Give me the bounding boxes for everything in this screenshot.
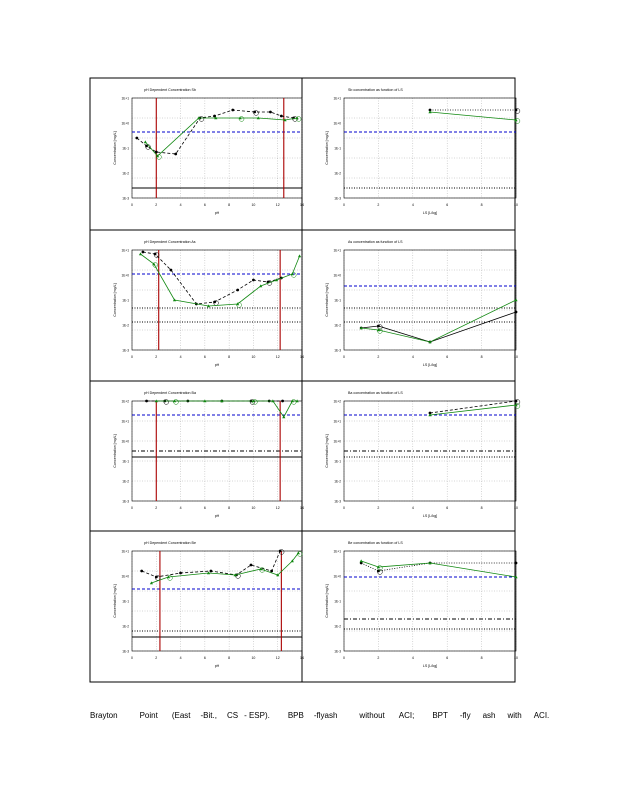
data-point-BPB xyxy=(270,570,273,573)
y-axis-label: Concentration [mg/L] xyxy=(113,434,117,468)
y-tick-label: 1E+0 xyxy=(121,273,129,278)
y-tick-label: 1E-3 xyxy=(122,348,129,353)
plot-area xyxy=(132,250,302,350)
x-tick-label: 2 xyxy=(377,355,380,359)
plot-area xyxy=(132,551,302,651)
y-tick-label: 1E+0 xyxy=(121,439,129,444)
y-tick-label: 1E+1 xyxy=(121,549,129,554)
data-point-BPB xyxy=(142,251,145,254)
data-point-BPB xyxy=(135,137,138,140)
x-tick-label: 4 xyxy=(411,656,414,660)
x-tick-label: 0 xyxy=(343,203,345,207)
series-line-BPT xyxy=(430,405,516,415)
x-tick-label: 6 xyxy=(446,656,449,660)
x-tick-label: 6 xyxy=(203,506,206,510)
series-line-BPT xyxy=(145,118,297,156)
y-tick-label: 1E+1 xyxy=(333,248,341,253)
y-tick-label: 1E-3 xyxy=(334,196,341,201)
x-axis-label: LS [L/kg] xyxy=(422,664,438,668)
chart-title: Sb concentration as function of LS xyxy=(348,88,403,92)
data-point-BPB xyxy=(515,562,518,565)
x-tick-label: 2 xyxy=(155,656,158,660)
y-tick-label: 1E-2 xyxy=(122,171,129,176)
chart-title: Be concentration as function of LS xyxy=(348,541,403,545)
data-point-BPB xyxy=(140,570,143,573)
y-axis-label: Concentration [mg/L] xyxy=(325,283,329,317)
x-axis-label: pH xyxy=(214,514,220,518)
data-point-BPB xyxy=(269,111,272,114)
x-tick-label: 10 xyxy=(514,506,518,510)
data-point-BPB xyxy=(231,109,234,112)
x-tick-label: 14 xyxy=(300,506,304,510)
x-tick-label: 0 xyxy=(131,656,133,660)
data-point-BPT xyxy=(139,252,142,255)
x-axis-label: pH xyxy=(214,211,220,215)
series-line-BPT xyxy=(361,300,516,342)
plot-area xyxy=(132,98,302,198)
x-tick-label: 6 xyxy=(446,506,449,510)
data-point-BPB xyxy=(250,564,253,567)
x-tick-label: 6 xyxy=(446,203,449,207)
x-tick-label: 10 xyxy=(251,203,256,207)
x-tick-label: 8 xyxy=(228,203,231,207)
data-point-BPB xyxy=(236,289,239,292)
x-tick-label: 8 xyxy=(228,656,231,660)
figure-caption xyxy=(90,711,610,720)
x-tick-label: 2 xyxy=(155,203,158,207)
x-tick-label: 12 xyxy=(275,656,280,660)
data-point-BPT xyxy=(298,254,301,257)
caption-word: ash xyxy=(482,711,496,720)
data-point-BPB xyxy=(515,311,518,314)
y-tick-label: 1E+1 xyxy=(121,248,129,253)
x-tick-label: 0 xyxy=(343,656,345,660)
x-tick-label: 10 xyxy=(251,656,256,660)
caption-word: BPB xyxy=(287,711,304,720)
data-point-BPB xyxy=(145,400,148,403)
x-axis-label: pH xyxy=(214,664,220,668)
y-tick-label: 1E-1 xyxy=(122,298,129,303)
x-tick-label: 2 xyxy=(377,203,380,207)
y-tick-label: 1E-2 xyxy=(334,624,341,629)
x-tick-label: 2 xyxy=(155,506,158,510)
x-tick-label: 2 xyxy=(155,355,158,359)
x-tick-label: 6 xyxy=(203,355,206,359)
y-tick-label: 1E+0 xyxy=(333,121,341,126)
caption-word: without xyxy=(359,711,385,720)
x-tick-label: 12 xyxy=(275,355,280,359)
data-point-BPB xyxy=(169,269,172,272)
caption-word: - ESP). xyxy=(244,711,270,720)
y-tick-label: 1E+2 xyxy=(333,399,341,404)
x-tick-label: 12 xyxy=(275,506,280,510)
y-tick-label: 1E-1 xyxy=(122,459,129,464)
data-point-BPB xyxy=(280,115,283,118)
x-tick-label: 14 xyxy=(300,203,304,207)
caption-word: -fly xyxy=(459,711,471,720)
x-tick-label: 4 xyxy=(179,203,182,207)
chart-barium-ph xyxy=(113,391,304,518)
x-tick-label: 0 xyxy=(131,203,133,207)
series-line-BPT xyxy=(151,553,298,583)
y-tick-label: 1E-2 xyxy=(334,171,341,176)
y-tick-label: 1E+1 xyxy=(333,549,341,554)
data-point-BPB xyxy=(174,153,177,156)
x-tick-label: 8 xyxy=(480,203,483,207)
y-tick-label: 1E-1 xyxy=(334,459,341,464)
y-axis-label: Concentration [mg/L] xyxy=(325,131,329,165)
x-tick-label: 0 xyxy=(131,355,133,359)
x-axis-label: pH xyxy=(214,363,220,367)
y-tick-label: 1E-1 xyxy=(122,599,129,604)
y-tick-label: 1E-1 xyxy=(334,298,341,303)
x-tick-label: 10 xyxy=(514,355,518,359)
chart-title: Ba concentration as function of LS xyxy=(348,391,403,395)
chart-title: pH Dependent Concentration Ba xyxy=(144,391,196,395)
x-tick-label: 10 xyxy=(514,656,518,660)
y-tick-label: 1E+0 xyxy=(333,273,341,278)
x-tick-label: 8 xyxy=(480,506,483,510)
caption-word: ACI; xyxy=(398,711,415,720)
x-tick-label: 12 xyxy=(275,203,280,207)
y-tick-label: 1E+1 xyxy=(121,96,129,101)
chart-title: pH Dependent Concentration Sb xyxy=(144,88,196,92)
y-tick-label: 1E-2 xyxy=(122,624,129,629)
plot-area xyxy=(344,250,516,350)
y-axis-label: Concentration [mg/L] xyxy=(113,131,117,165)
series-line-BPT xyxy=(430,112,516,120)
caption-word: ACI. xyxy=(533,711,550,720)
x-tick-label: 4 xyxy=(411,355,414,359)
y-tick-label: 1E+0 xyxy=(121,574,129,579)
x-tick-label: 4 xyxy=(179,656,182,660)
y-tick-label: 1E-3 xyxy=(122,196,129,201)
y-tick-label: 1E-3 xyxy=(334,499,341,504)
caption-word: with xyxy=(507,711,522,720)
chart-antimony-ls xyxy=(325,88,520,215)
x-tick-label: 8 xyxy=(480,355,483,359)
x-tick-label: 14 xyxy=(300,656,304,660)
y-axis-label: Concentration [mg/L] xyxy=(325,584,329,618)
plot-area xyxy=(344,551,516,651)
y-tick-label: 1E-3 xyxy=(334,348,341,353)
x-tick-label: 2 xyxy=(377,506,380,510)
y-axis-label: Concentration [mg/L] xyxy=(113,283,117,317)
x-tick-label: 14 xyxy=(300,355,304,359)
chart-barium-ls xyxy=(325,391,520,518)
series-line-BPT xyxy=(361,561,516,577)
x-tick-label: 4 xyxy=(179,355,182,359)
x-tick-label: 6 xyxy=(446,355,449,359)
x-tick-label: 2 xyxy=(377,656,380,660)
x-tick-label: 8 xyxy=(228,355,231,359)
y-tick-label: 1E-3 xyxy=(334,649,341,654)
chart-beryllium-ls xyxy=(325,541,518,668)
y-tick-label: 1E-1 xyxy=(334,599,341,604)
data-point-BPB xyxy=(210,570,213,573)
y-tick-label: 1E-2 xyxy=(122,323,129,328)
x-tick-label: 0 xyxy=(343,355,345,359)
chart-title: pH Dependent Concentration As xyxy=(144,240,196,244)
chart-antimony-ph xyxy=(113,88,304,215)
x-tick-label: 10 xyxy=(251,506,256,510)
y-tick-label: 1E+0 xyxy=(333,439,341,444)
x-tick-label: 10 xyxy=(251,355,256,359)
data-point-BPT xyxy=(360,559,363,562)
series-line-BPB xyxy=(430,401,516,413)
x-axis-label: LS [L/kg] xyxy=(422,363,438,367)
y-tick-label: 1E+1 xyxy=(333,419,341,424)
x-tick-label: 6 xyxy=(203,203,206,207)
y-tick-label: 1E+0 xyxy=(333,574,341,579)
chart-title: pH Dependent Concentration Be xyxy=(144,541,196,545)
chart-arsenic-ph xyxy=(113,240,304,367)
chart-arsenic-ls xyxy=(325,240,518,367)
y-tick-label: 1E+1 xyxy=(333,96,341,101)
y-tick-label: 1E-2 xyxy=(334,479,341,484)
chart-beryllium-ph xyxy=(113,541,304,668)
y-tick-label: 1E-1 xyxy=(334,146,341,151)
x-tick-label: 10 xyxy=(514,203,518,207)
data-point-BPB xyxy=(281,400,284,403)
x-tick-label: 8 xyxy=(480,656,483,660)
y-tick-label: 1E-2 xyxy=(122,479,129,484)
y-tick-label: 1E-1 xyxy=(122,146,129,151)
x-axis-label: LS [L/kg] xyxy=(422,211,438,215)
y-tick-label: 1E-3 xyxy=(122,499,129,504)
y-axis-label: Concentration [mg/L] xyxy=(113,584,117,618)
caption-word: -flyash xyxy=(313,711,338,720)
y-tick-label: 1E-2 xyxy=(334,323,341,328)
y-tick-label: 1E-3 xyxy=(122,649,129,654)
caption-word: (East xyxy=(171,711,191,720)
caption-word: Point xyxy=(139,711,158,720)
x-tick-label: 0 xyxy=(343,506,345,510)
caption-word: CS xyxy=(226,711,239,720)
x-tick-label: 4 xyxy=(179,506,182,510)
chart-title: As concentration as function of LS xyxy=(348,240,403,244)
caption-word: BPT xyxy=(432,711,448,720)
x-tick-label: 4 xyxy=(411,506,414,510)
y-tick-label: 1E+1 xyxy=(121,419,129,424)
y-tick-label: 1E+2 xyxy=(121,399,129,404)
data-point-BPB xyxy=(252,279,255,282)
y-axis-label: Concentration [mg/L] xyxy=(325,434,329,468)
caption-word: Brayton xyxy=(90,711,118,720)
data-point-BPB xyxy=(179,572,182,575)
y-tick-label: 1E+0 xyxy=(121,121,129,126)
x-tick-label: 6 xyxy=(203,656,206,660)
series-line-BPB xyxy=(143,252,282,304)
x-tick-label: 8 xyxy=(228,506,231,510)
caption-word: -Bit., xyxy=(200,711,217,720)
x-axis-label: LS [L/kg] xyxy=(422,514,438,518)
x-tick-label: 0 xyxy=(131,506,133,510)
x-tick-label: 4 xyxy=(411,203,414,207)
data-point-BPT xyxy=(144,140,147,143)
